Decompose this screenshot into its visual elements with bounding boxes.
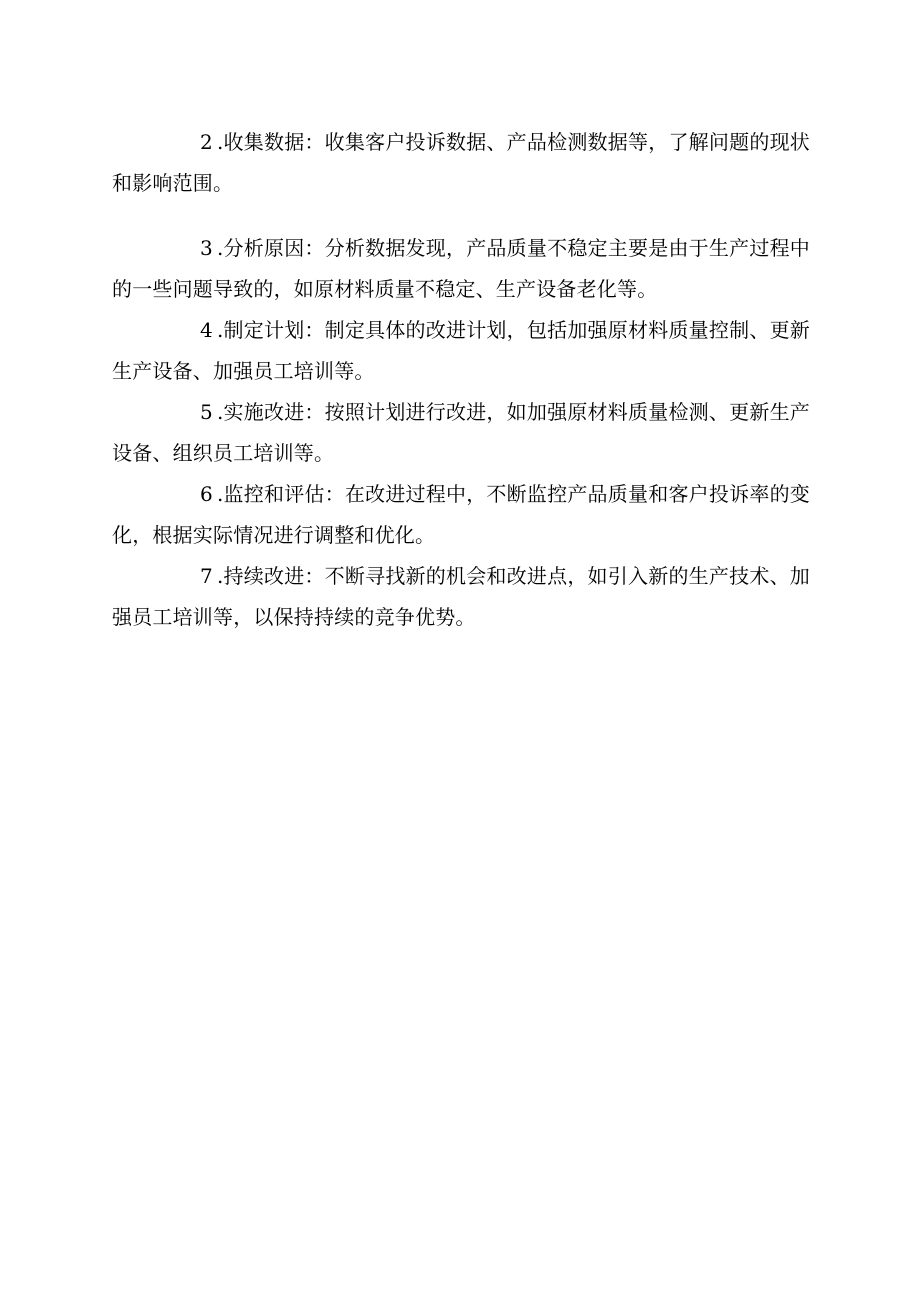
list-item-3 [112,228,810,310]
list-item-2 [112,122,810,204]
item-text: .制定计划：制定具体的改进计划，包括加强原材料质量控制、更新生产设备、加强员工培训等。 [112,318,810,383]
item-text: .收集数据：收集客户投诉数据、产品检测数据等，了解问题的现状和影响范围。 [112,130,810,195]
list-item-6 [112,474,810,556]
item-number: 6 [200,482,213,506]
item-text: .持续改进：不断寻找新的机会和改进点，如引入新的生产技术、加强员工培训等，以保持持续的竞争优势。 [112,564,810,629]
item-number: 2 [200,130,213,154]
list-item-7 [112,556,810,638]
list-item-4 [112,310,810,392]
item-text: .实施改进：按照计划进行改进，如加强原材料质量检测、更新生产设备、组织员工培训等。 [112,400,810,465]
item-text: .监控和评估：在改进过程中，不断监控产品质量和客户投诉率的变化，根据实际情况进行调整和优化。 [112,482,810,547]
item-number: 7 [200,564,213,588]
document-body [112,122,810,638]
item-number: 4 [200,318,213,342]
item-text: .分析原因：分析数据发现，产品质量不稳定主要是由于生产过程中的一些问题导致的，如原材料质量不稳定、生产设备老化等。 [112,236,810,301]
item-number: 3 [200,236,213,260]
item-number: 5 [200,400,213,424]
list-item-5 [112,392,810,474]
